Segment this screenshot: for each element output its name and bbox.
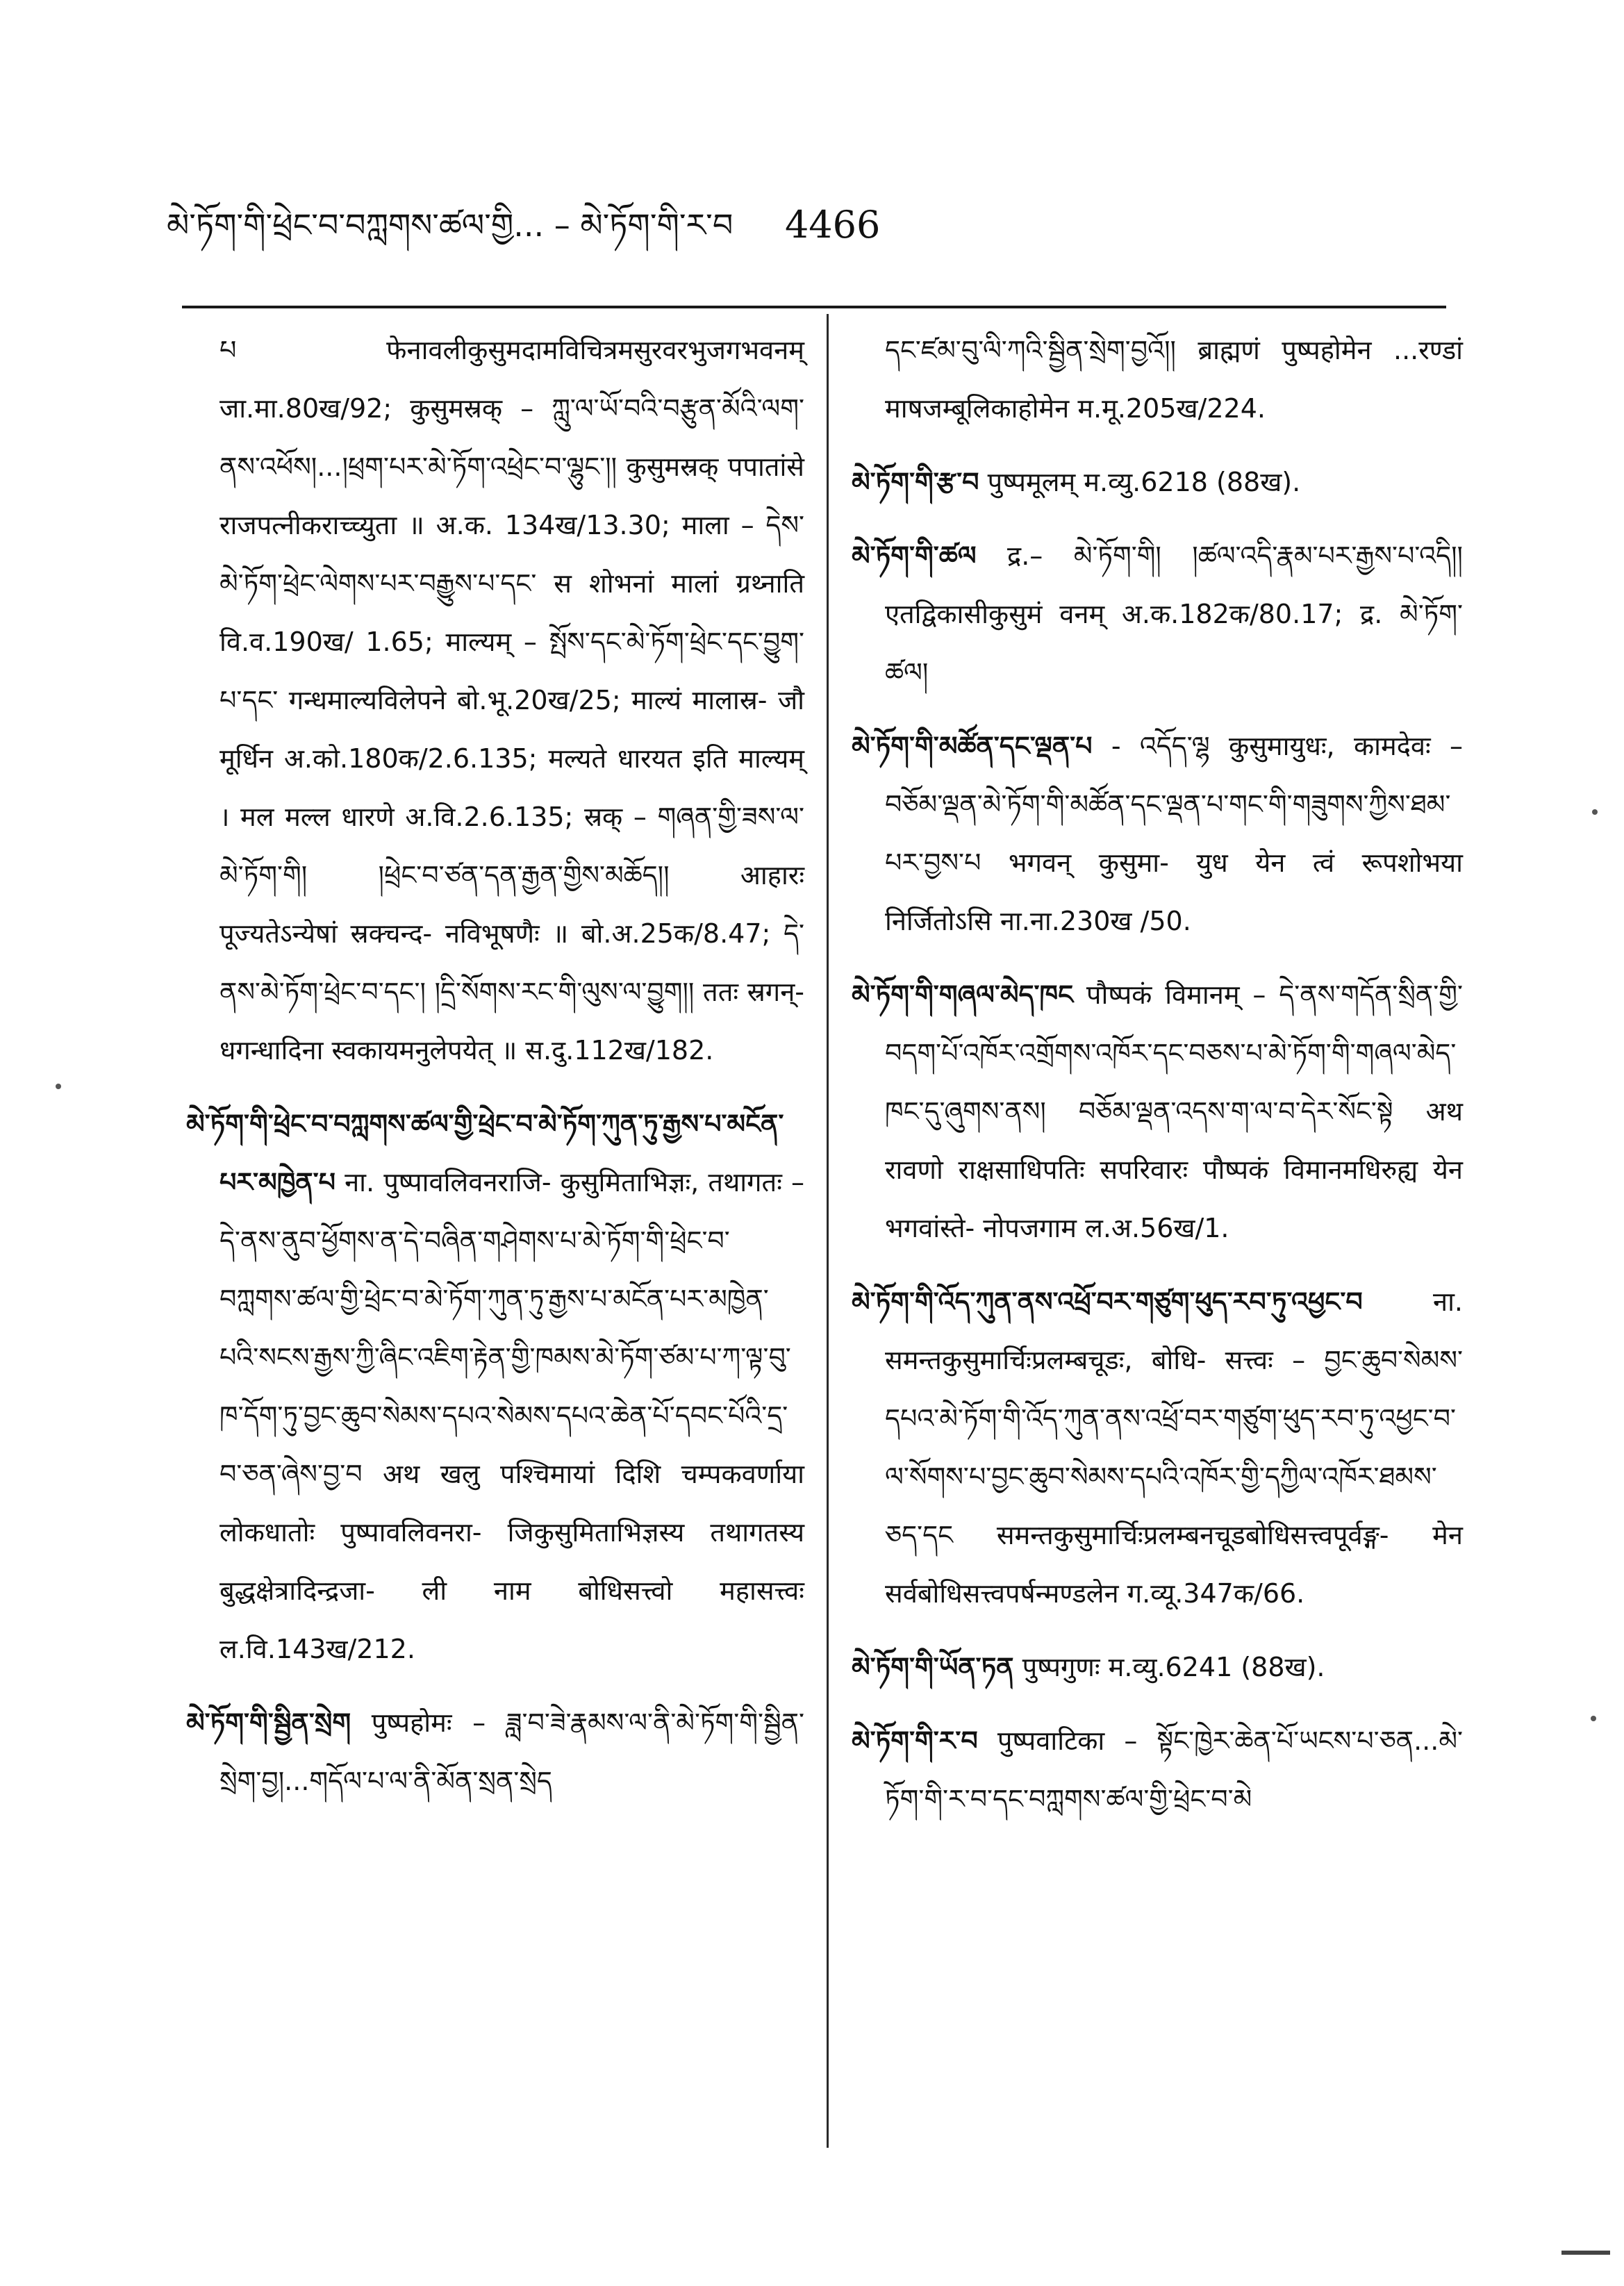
entry-text: - འདོད་ལྷ कुसुमायुधः, कामदेवः – བཅོམ་ལྡན་མེ་ཏོག་གི་མཚོན་དང་ལྡན་པ་གང་གི་གཟུགས་ཀྱིས་ཐམ་པར་བྱས་པ भगवन् कुसुमा- युध येन त्वं रूपशोभया निर्जितोऽसि ना.ना.230ख /50. [885,731,1463,936]
page-number: 4466 [784,202,881,247]
scan-speck [56,1084,61,1089]
right-column [852,321,1463,1844]
dictionary-entry [852,1273,1463,1623]
dictionary-entry [186,321,804,1079]
entry-headword: མེ་ཏོག་གི་ར་བ [852,1725,978,1756]
entry-text: པ फेनावलीकुसुमदामविचित्रमसुरवरभुजगभवनम् जा.मा.80ख/92; कुसुमस्रक् – ཀླུ་ལ་ཡོ་བའི་བརྩུན་མོའི་ལག་ནས་འཕོས།...།ཕྲག་པར་མེ་ཏོག་འཕྲེང་བ་ལྷུང་།། कुसुमस्रक् पपातांसे राजपत्नीकराच्च्युता ॥ अ.क. 134ख/13.30; माला – དེས་མེ་ཏོག་ཕྲེང་ལེགས་པར་བརྒྱུས་པ་དང་ स शोभनां मालां ग्रथ्नाति वि.व.190ख/ 1.65; माल्यम् – སྤོས་དང་མེ་ཏོག་ཕྲེང་དང་བྱུག་པ་དང་ गन्धमाल्यविलेपने बो.भू.20ख/25; माल्यं मालास्र- जौ मूर्धिन अ.को.180क/2.6.135; मल्यते धारयत इति माल्यम् । मल मल्ल धारणे अ.वि.2.6.135; स्रक् – གཞན་གྱི་ཟས་ལ་མེ་ཏོག་གི། །ཕྲེང་བ་ཙན་དན་རྒྱན་གྱིས་མཆོད།། आहारः पूज्यतेऽन्येषां स्रक्चन्द- नविभूषणैः ॥ बो.अ.25क/8.47; དེ་ནས་མེ་ཏོག་ཕྲེང་བ་དང་། །དྲི་སོགས་རང་གི་ལུས་ལ་བྱུག།། ततः स्रगन्- धगन्धादिना स्वकायमनुलेपयेत् ॥ स.दु.112ख/182. [219,335,804,1066]
dictionary-entry [852,527,1463,702]
dictionary-entry [852,453,1463,511]
scan-speck [1592,809,1598,815]
dictionary-entry [852,966,1463,1257]
entry-text: पुष्पगुणः म.व्यु.6241 (88ख). [1022,1652,1325,1682]
dictionary-entry [852,1712,1463,1828]
header-rule [182,306,1446,308]
entry-text: ना. पुष्पावलिवनराजि- कुसुमिताभिज्ञः, तथागतः – དེ་ནས་ནུབ་ཕྱོགས་ན་དེ་བཞིན་གཤེགས་པ་མེ་ཏོག་གི་ཕྲེང་བ་བཀླགས་ཚལ་གྱི་ཕྲེང་བ་མེ་ཏོག་ཀུན་ཏུ་རྒྱས་པ་མངོན་པར་མཁྱེན་པའི་སངས་རྒྱས་ཀྱི་ཞིང་འཇིག་རྟེན་གྱི་ཁམས་མེ་ཏོག་ཙམ་པ་ཀ་ལྟ་བུ་ཁ་དོག་ཏུ་བྱང་ཆུབ་སེམས་དཔའ་སེམས་དཔའ་ཆེན་པོ་དབང་པོའི་དྲ་བ་ཅན་ཞེས་བྱ་བ अथ खलु पश्चिमायां दिशि चम्पकवर्णाया लोकधातोः पुष्पावलिवनरा- जिकुसुमिताभिज्ञस्य तथागतस्य बुद्धक्षेत्रादिन्द्रजा- ली नाम बोधिसत्त्वो महासत्त्वः ल.वि.143ख/212. [219,1167,804,1664]
left-column [186,321,804,1825]
entry-headword: མེ་ཏོག་གི་སྦྱིན་སྲེག [186,1707,351,1738]
entry-headword: མེ་ཏོག་གི་རྩ་བ [852,467,979,497]
entry-text: द्र.– མེ་ཏོག་གི། །ཚལ་འདི་རྣམ་པར་རྒྱས་པ་འདི།། एतद्विकासीकुसुमं वनम् अ.क.182क/80.17; द्र. མེ་ཏོག་ཚལ། [885,540,1463,688]
entry-headword: མེ་ཏོག་གི་ཡོན་ཏན [852,1652,1014,1682]
running-title: མེ་ཏོག་གི་ཕྲེང་བ་བཀླགས་ཚལ་གྱི... – མེ་ཏོག་གི་ར་བ [167,206,734,244]
dictionary-entry [852,321,1463,438]
column-divider [827,314,829,2148]
entry-text: पुष्पमूलम् म.व्यु.6218 (88ख). [987,467,1301,497]
entry-headword: མེ་ཏོག་གི་གཞལ་མེད་ཁང [852,979,1074,1010]
entry-text: पुष्पवाटिका – སྟོང་ཁྱེར་ཆེན་པོ་ཡངས་པ་ཅན...མེ་ཏོག་གི་ར་བ་དང་བཀླགས་ཚལ་གྱི་ཕྲེང་བ་མེ [885,1725,1463,1814]
dictionary-entry [852,1638,1463,1696]
dictionary-entry [186,1693,804,1810]
scan-edge-mark [1561,2251,1610,2255]
dictionary-entry [186,1095,804,1678]
entry-text: ना. समन्तकुसुमार्चिःप्रलम्बचूडः, बोधि- सत्त्वः – བྱང་ཆུབ་སེམས་དཔའ་མེ་ཏོག་གི་འོད་ཀུན་ནས་འཕྲོ་བར་གཙུག་ཕུད་རབ་ཏུ་འཕྱང་བ་ལ་སོགས་པ་བྱང་ཆུབ་སེམས་དཔའི་འཁོར་གྱི་དཀྱིལ་འཁོར་ཐམས་ཅད་དང समन्तकुसुमार्चिःप्रलम्बनचूडबोधिसत्त्वपूर्वङ्ग- मेन सर्वबोधिसत्त्वपर्षन्मण्डलेन ग.व्यू.347क/66. [885,1286,1463,1609]
scan-speck [1591,1716,1596,1721]
entry-headword: མེ་ཏོག་གི་མཚོན་དང་ལྡན་པ [852,731,1093,761]
entry-headword: མེ་ཏོག་གི་ཕྲེང་བ་བཀླགས་ཚལ་གྱི་ཕྲེང་བ་མེ་ཏོག་ཀུན་ཏུ་རྒྱས་པ་མངོན་པར་མཁྱེན་པ [186,1109,784,1198]
page-header [167,191,881,254]
entry-headword: མེ་ཏོག་གི་ཚལ [852,540,977,571]
dictionary-entry [852,717,1463,950]
entry-text: पुष्पहोमः – ཟླ་བ་ཟེ་རྣམས་ལ་ནི་མེ་ཏོག་གི་སྦྱིན་སྲེག་བྱ།...གདོལ་པ་ལ་ནི་མོན་སྲན་སྲེད [219,1707,804,1796]
entry-text: དང་ཛམ་བུ་ལི་ཀའི་སྦྱིན་སྲེག་བྱའོ།། ब्राह्मणं पुष्पहोमेन ...रण्डां माषजम्बूलिकाहोमेन म.मू.205ख/224. [885,335,1463,424]
entry-text: पौष्पकं विमानम् – དེ་ནས་གདོན་སྲིན་གྱི་བདག་པོ་འཁོར་འགྲོགས་འཁོར་དང་བཅས་པ་མེ་ཏོག་གི་གཞལ་མེད་ཁང་དུ་ཞུགས་ནས། བཅོམ་ལྡན་འདས་ག་ལ་བ་དེར་སོང་སྟེ अथ रावणो राक्षसाधिपतिः सपरिवारः पौष्पकं विमानमधिरुह्य येन भगवांस्ते- नोपजगाम ल.अ.56ख/1. [885,979,1463,1243]
entry-headword: མེ་ཏོག་གི་འོད་ཀུན་ནས་འཕྲོ་བར་གཙུག་ཕུད་རབ་ཏུ་འཕྱང་བ [852,1286,1363,1317]
